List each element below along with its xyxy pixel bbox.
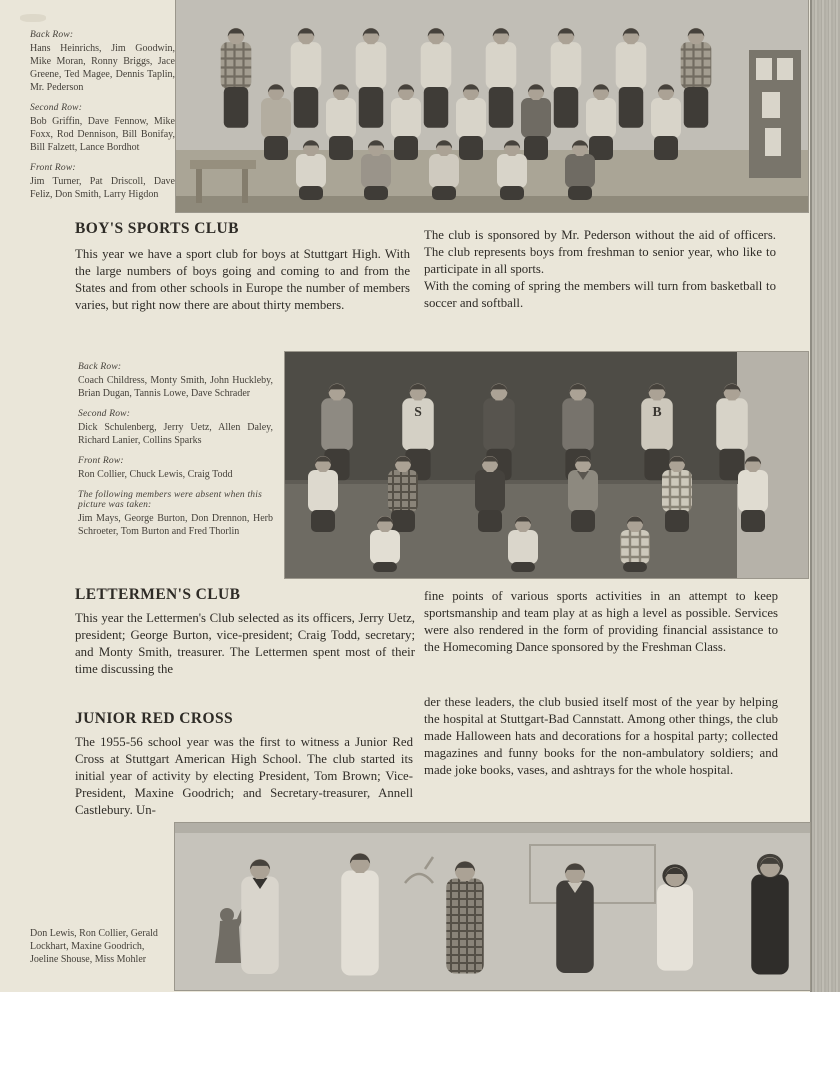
red-cross-photo [175,823,810,990]
back-row-names: Hans Heinrichs, Jim Goodwin, Mike Moran, Ronny Briggs, Jace Greene, Ted Magee, Dennis Taplin, Mr. Pederson [30,43,175,93]
back-row-names: Coach Childress, Monty Smith, John Huckleby, Brian Dugan, Tannis Lowe, Dave Schrader [78,375,273,399]
lettermen-column-left [75,610,415,678]
sports-club-paragraph: With the coming of spring the members will turn from basketball to soccer and softball. [424,279,776,311]
absent-names: Jim Mays, George Burton, Don Drennon, Herb Schroeter, Tom Burton and Fred Thorlin [78,513,273,537]
sports-club-paragraph: This year we have a sport club for boys at Stuttgart High. With the large numbers of boys going and coming to and from the States and from other schools in Europe the number of members varies, but right now there are about thirty members. [75,247,410,313]
svg-text:B: B [652,404,662,420]
sports-club-paragraph: The club is sponsored by Mr. Pederson without the aid of officers. The club represents boys from freshman to senior year, who like to participate in all sports. [424,228,776,277]
second-row-names: Dick Schulenberg, Jerry Uetz, Allen Daley, Richard Lanier, Collins Sparks [78,422,273,446]
binding-edge [810,0,840,992]
red-cross-paragraph: The 1955-56 school year was the first to witness a Junior Red Cross at Stuttgart American High School. The club started its initial year of activity by electing President, Tom Brown; Vice-President, Maxine Goodrich; and Secretary-treasurer, Annell Castlebury. Un- [75,735,413,818]
red-cross-column-right [424,694,778,779]
front-row-names: Jim Turner, Pat Driscoll, Dave Feliz, Don Smith, Larry Higdon [30,176,175,200]
sports-club-title: BOY'S SPORTS CLUB [75,220,239,237]
red-cross-names: Don Lewis, Ron Collier, Gerald Lockhart, Maxine Goodrich, Joeline Shouse, Miss Mohler [30,928,158,965]
sports-club-caption [30,30,175,201]
lettermen-column-right [424,588,778,656]
lettermen-paragraph: This year the Lettermen's Club selected as its officers, Jerry Uetz, president; George Burton, vice-president; Craig Todd, secretary; and Monty Smith, treasurer. The Lettermen spent most of their time discussing the [75,611,415,677]
front-row-label: Front Row: [30,163,76,173]
red-cross-paragraph: der these leaders, the club busied itself most of the year by helping the hospital at Stuttgart-Bad Cannstatt. Among other things, the club made Halloween hats and decorations for a hospital party; collected magazines and funny books for the non-ambulatory soldiers; and made joke books, vases, and ashtrays for the whole hospital. [424,695,778,778]
lettermen-title: LETTERMEN'S CLUB [75,586,241,603]
red-cross-title: JUNIOR RED CROSS [75,710,233,727]
lettermen-paragraph: fine points of various sports activities in an attempt to keep sportsmanship and team play at as high a level as possible. Services were also rendered in the form of providing financial assistance to the Homecoming Dance sponsored by the Freshman Class. [424,589,778,655]
sports-club-photo [176,0,808,212]
lettermen-caption [78,362,273,538]
front-row-label: Front Row: [78,456,124,466]
second-row-label: Second Row: [78,409,131,419]
svg-text:S: S [414,404,422,420]
front-row-names: Ron Collier, Chuck Lewis, Craig Todd [78,469,233,480]
lettermen-club-photo [285,352,808,578]
red-cross-column-left [75,734,413,819]
absent-note-label: The following members were absent when this picture was taken: [78,490,262,510]
second-row-label: Second Row: [30,103,83,113]
back-row-label: Back Row: [78,362,122,372]
red-cross-caption [30,925,172,966]
sports-club-column-left [75,246,410,314]
second-row-names: Bob Griffin, Dave Fennow, Mike Foxx, Rod Dennison, Bill Bonifay, Bill Falzett, Lance Bordhot [30,116,175,153]
sports-club-column-right [424,227,776,312]
back-row-label: Back Row: [30,30,74,40]
